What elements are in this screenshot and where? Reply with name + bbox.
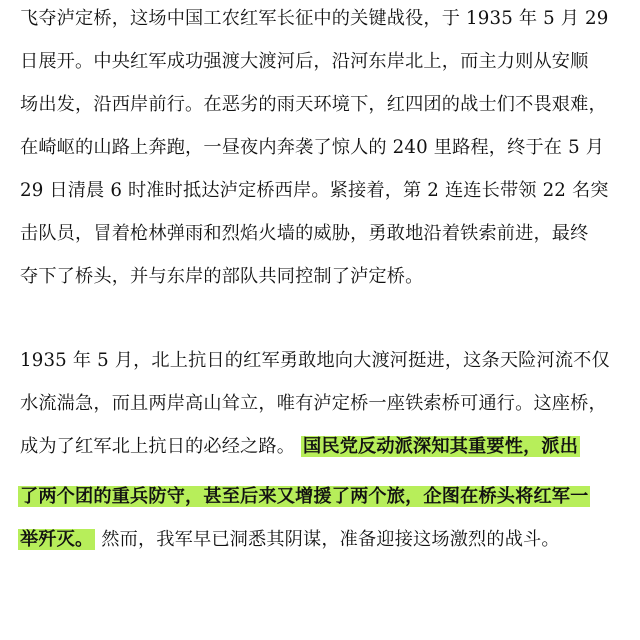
text-line: 水流湍急，而且两岸高山耸立，唯有泸定桥一座铁索桥可通行。这座桥，: [20, 393, 607, 414]
text-line: 29 日清晨 6 时准时抵达泸定桥西岸。紧接着，第 2 连连长带领 22 名突: [20, 180, 609, 201]
text-line: 击队员，冒着枪林弹雨和烈焰火墙的威胁，勇敢地沿着铁索前进，最终: [20, 223, 589, 244]
highlighted-text: 了两个团的重兵防守，甚至后来又增援了两个旅，企图在桥头将红军一: [20, 486, 589, 507]
text-line: [18, 525, 560, 555]
text-line: 在崎岖的山路上奔跑，一昼夜内奔袭了惊人的 240 里路程，终于在 5 月: [20, 137, 605, 158]
text-line: [18, 482, 590, 512]
text-line: 夺下了桥头，并与东岸的部队共同控制了泸定桥。: [20, 266, 424, 287]
text-line: 日展开。中央红军成功强渡大渡河后，沿河东岸北上，而主力则从安顺: [20, 51, 589, 72]
highlighted-text: 国民党反动派深知其重要性，派出: [303, 436, 579, 457]
text-line: 场出发，沿西岸前行。在恶劣的雨天环境下，红四团的战士们不畏艰难，: [20, 94, 607, 115]
highlighted-text: 举歼灭。: [20, 529, 94, 550]
plain-text: 然而，我军早已洞悉其阴谋，准备迎接这场激烈的战斗。: [101, 529, 560, 550]
text-line: 飞夺泸定桥，这场中国工农红军长征中的关键战役，于 1935 年 5 月 29: [20, 8, 609, 29]
text-line: [20, 432, 580, 462]
text-line: 1935 年 5 月，北上抗日的红军勇敢地向大渡河挺进，这条天险河流不仅: [20, 350, 610, 371]
plain-text: 成为了红军北上抗日的必经之路。: [20, 436, 296, 457]
